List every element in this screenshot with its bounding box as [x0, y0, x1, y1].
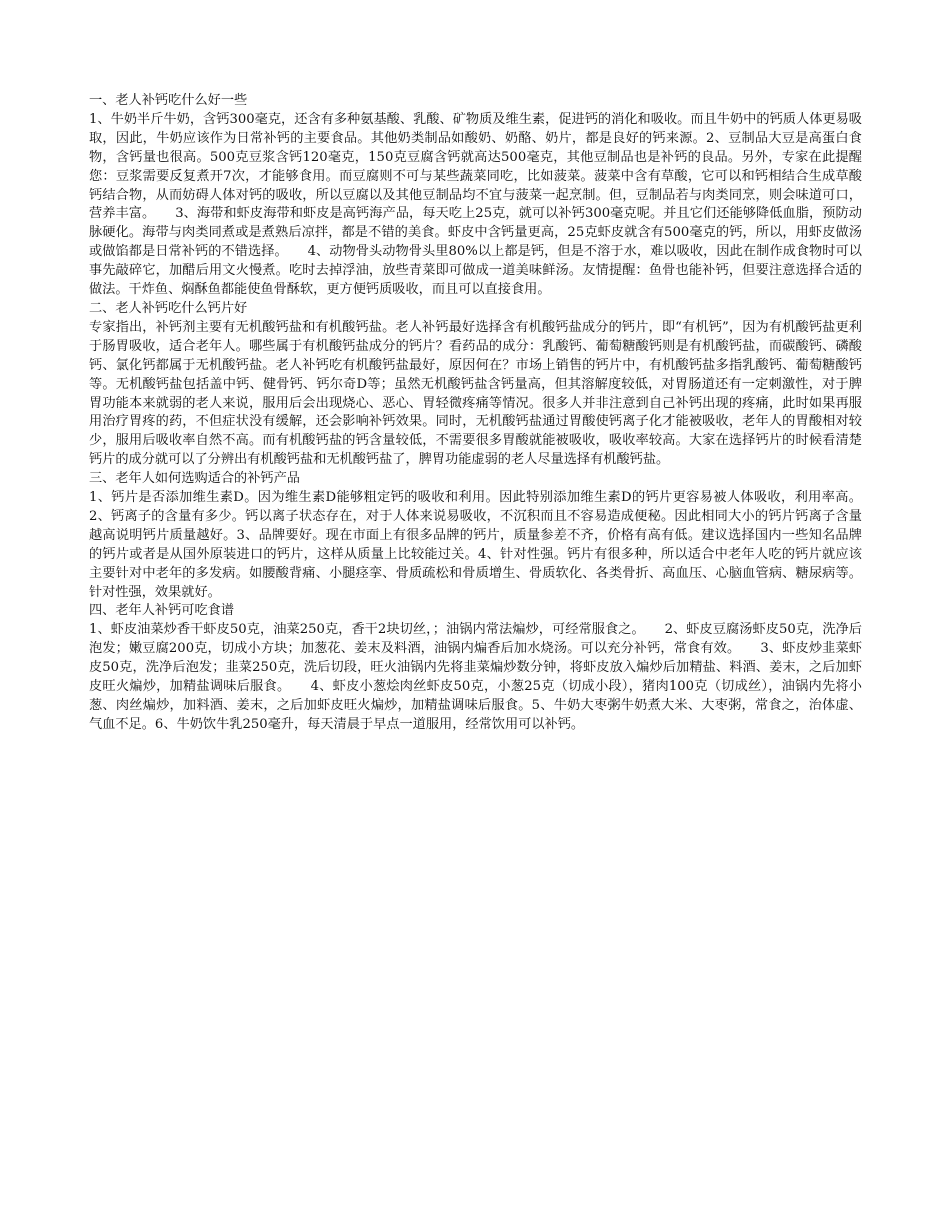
section-text-2: 专家指出，补钙剂主要有无机酸钙盐和有机酸钙盐。老人补钙最好选择含有机酸钙盐成分的钙片，即“有机钙”，因为有机酸钙盐更利于肠胃吸收，适合老年人。哪些属于有机酸钙盐成分的钙片？看药品的成分：乳酸钙、葡萄糖酸钙则是有机酸钙盐，而碳酸钙、磷酸钙、氯化钙都属于无机酸钙盐。老人补钙吃有机酸钙盐最好，原因何在？市场上销售的钙片中，有机酸钙盐多指乳酸钙、葡萄糖酸钙等。无机酸钙盐包括盖中钙、健骨钙、钙尔奇D等；虽然无机酸钙盐含钙量高，但其溶解度较低，对胃肠道还有一定刺激性，对于脾胃功能本来就弱的老人来说，服用后会出现烧心、恶心、胃轻微疼痛等情况。很多人并非注意到自己补钙出现的疼痛，此时如果再服用治疗胃疼的药，不但症状没有缓解，还会影响补钙效果。同时，无机酸钙盐通过胃酸使钙离子化才能被吸收，老年人的胃酸相对较少，服用后吸收率自然不高。而有机酸钙盐的钙含量较低，不需要很多胃酸就能被吸收，吸收率较高。大家在选择钙片的时候看清楚钙片的成分就可以了分辨出有机酸钙盐和无机酸钙盐了，脾胃功能虚弱的老人尽量选择有机酸钙盐。 — [89, 319, 862, 468]
section-heading-1: 一、老人补钙吃什么好一些 — [89, 93, 248, 108]
section-text-3: 1、钙片是否添加维生素D。因为维生素D能够粗定钙的吸收和利用。因此特别添加维生素D的钙片更容易被人体吸收，利用率高。2、钙离子的含量有多少。钙以离子状态存在，对于人体来说易吸收，不沉积而且不容易造成便秘。因此相同大小的钙片钙离子含量越高说明钙片质量越好。3、品牌要好。现在市面上有很多品牌的钙片，质量参差不齐，价格有高有低。建议选择国内一些知名品牌的钙片或者是从国外原装进口的钙片，这样从质量上比较能过关。4、针对性强。钙片有很多种，所以适合中老年人吃的钙片就应该主要针对中老年的多发病。如腰酸背痛、小腿痉挛、骨质疏松和骨质增生、骨质软化、各类骨折、高血压、心脑血管病、糖尿病等。针对性强，效果就好。 — [89, 490, 862, 600]
section-text-4: 1、虾皮油菜炒香干虾皮50克，油菜250克，香干2块切丝，；油锅内常法煸炒，可经常服食之。 2、虾皮豆腐汤虾皮50克，洗净后泡发；嫩豆腐200克，切成小方块；加葱花、姜末及料酒，油锅内煸香后加水烧汤。可以充分补钙，常食有效。 3、虾皮炒韭菜虾皮50克，洗净后泡发；韭菜250克，洗后切段，旺火油锅内先将韭菜煸炒数分钟，将虾皮放入煸炒后加精盐、料酒、姜末，之后加虾皮旺火煸炒，加精盐调味后服食。 4、虾皮小葱烩肉丝虾皮50克，小葱25克（切成小段），猪肉100克（切成丝），油锅内先将小葱、肉丝煸炒，加料酒、姜末，之后加虾皮旺火煸炒，加精盐调味后服食。5、牛奶大枣粥牛奶煮大米、大枣粥，常食之，治体虚、气血不足。6、牛奶饮牛乳250毫升，每天清晨于早点一道服用，经常饮用可以补钙。 — [89, 622, 862, 732]
article-body — [89, 92, 862, 735]
section-heading-4: 四、老年人补钙可吃食谱 — [89, 603, 235, 619]
section-heading-3: 三、老年人如何选购适合的补钙产品 — [89, 471, 300, 487]
section-heading-2: 二、老人补钙吃什么钙片好 — [89, 300, 248, 316]
section-text-1: 1、牛奶半斤牛奶，含钙300毫克，还含有多种氨基酸、乳酸、矿物质及维生素，促进钙的消化和吸收。而且牛奶中的钙质人体更易吸取，因此，牛奶应该作为日常补钙的主要食品。其他奶类制品如酸奶、奶酪、奶片，都是良好的钙来源。2、豆制品大豆是高蛋白食物，含钙量也很高。500克豆浆含钙120毫克，150克豆腐含钙就高达500毫克，其他豆制品也是补钙的良品。另外，专家在此提醒您：豆浆需要反复煮开7次，才能够食用。而豆腐则不可与某些蔬菜同吃，比如菠菜。菠菜中含有草酸，它可以和钙相结合生成草酸钙结合物，从而妨碍人体对钙的吸收，所以豆腐以及其他豆制品均不宜与菠菜一起烹制。但，豆制品若与肉类同烹，则会味道可口，营养丰富。 3、海带和虾皮海带和虾皮是高钙海产品，每天吃上25克，就可以补钙300毫克呢。并且它们还能够降低血脂，预防动脉硬化。海带与肉类同煮或是煮熟后凉拌，都是不错的美食。虾皮中含钙量更高，25克虾皮就含有500毫克的钙，所以，用虾皮做汤或做馅都是日常补钙的不错选择。 4、动物骨头动物骨头里80%以上都是钙，但是不溶于水，难以吸收，因此在制作成食物时可以事先敲碎它，加醋后用文火慢煮。吃时去掉浮油，放些青菜即可做成一道美味鲜汤。友情提醒：鱼骨也能补钙，但要注意选择合适的做法。干炸鱼、焖酥鱼都能使鱼骨酥软，更方便钙质吸收，而且可以直接食用。 — [89, 111, 862, 298]
